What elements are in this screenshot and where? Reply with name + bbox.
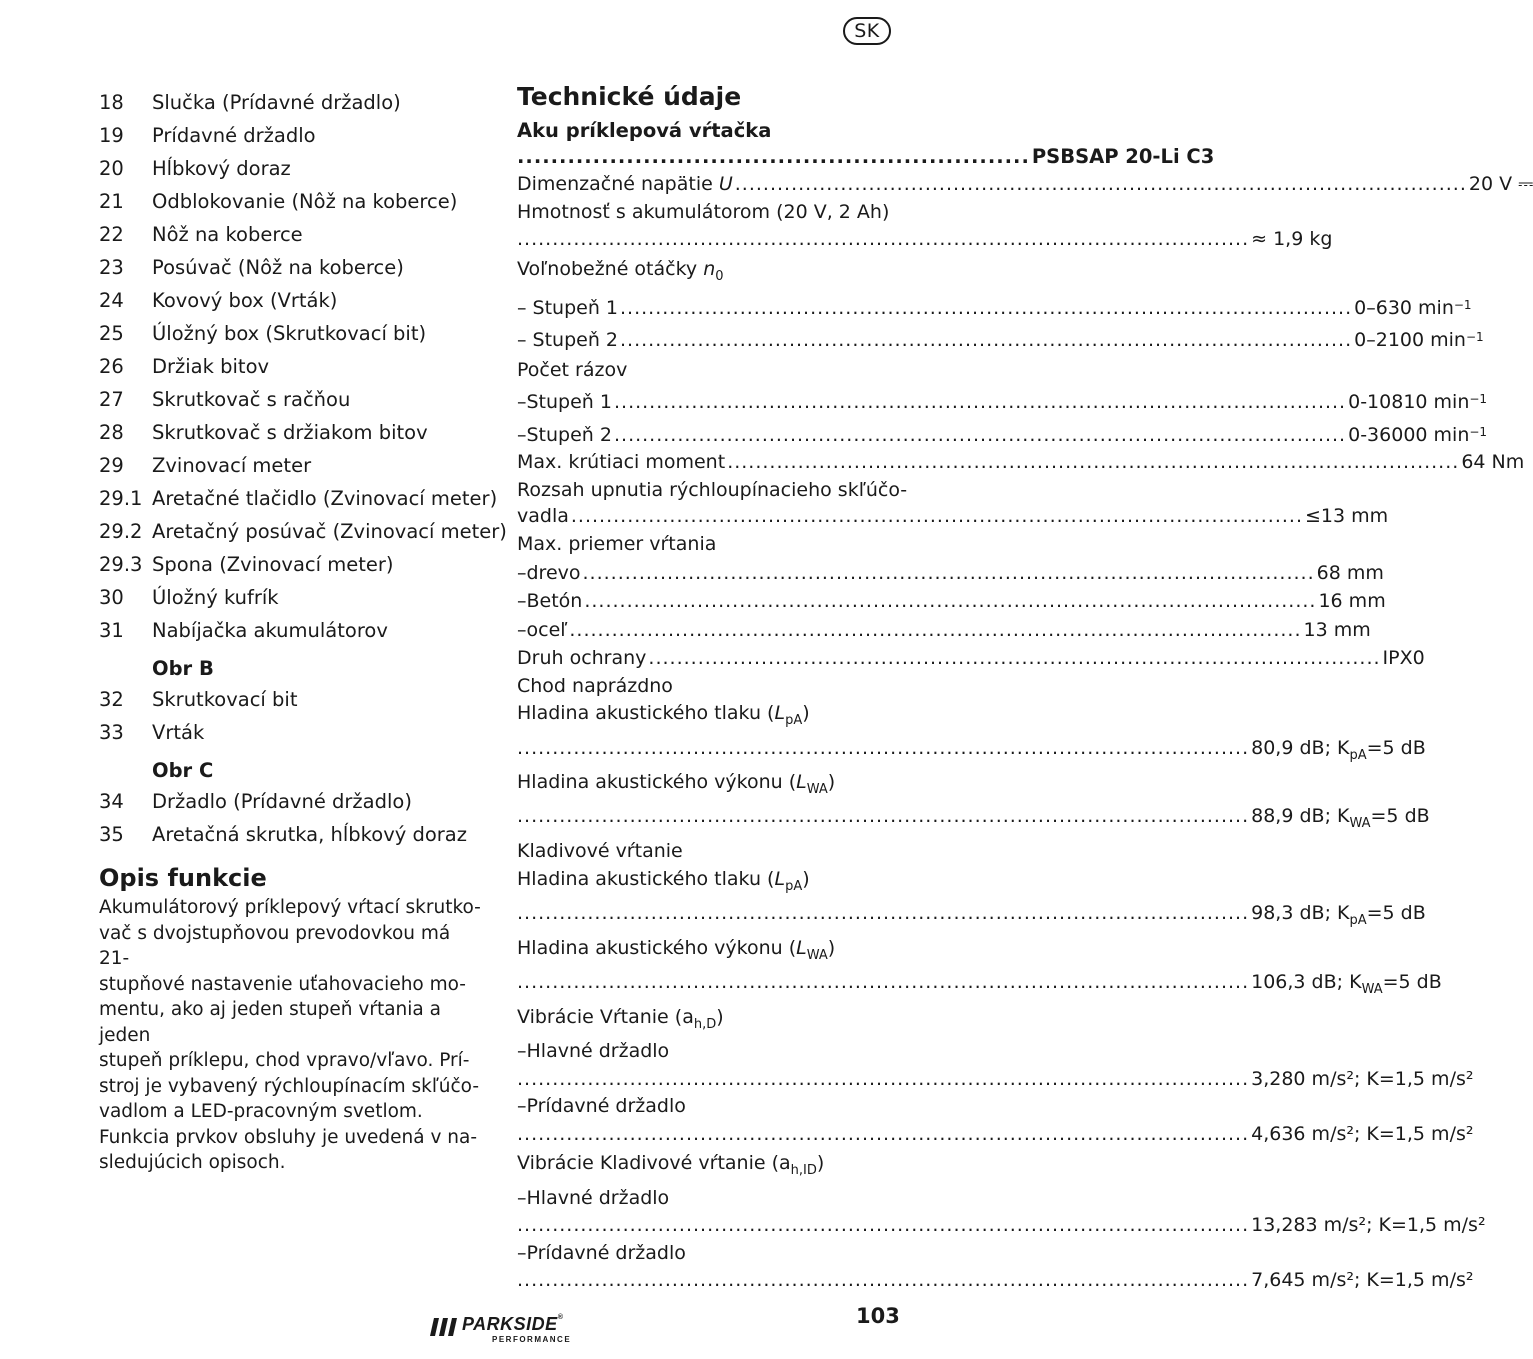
list-item (99, 482, 498, 515)
list-item (99, 86, 489, 119)
language-badge: SK (843, 17, 891, 45)
spec-label: Druh ochrany (517, 647, 647, 670)
item-number: 29.3 (99, 553, 143, 576)
spec-label: Vibrácie Kladivové vŕtanie $(a_{h,ID})$ (517, 1152, 825, 1179)
item-number: 33 (99, 721, 124, 744)
list-item (99, 716, 489, 749)
stripes-icon (430, 1318, 460, 1336)
spec-vib-hammer-aux (517, 1267, 1474, 1295)
spec-label: –drevo (517, 561, 581, 584)
spec-chuck (517, 504, 1389, 529)
leader-dots (614, 389, 1346, 417)
item-number: 18 (99, 91, 124, 114)
spec-value: 0–2100 min (1354, 329, 1466, 352)
item-number: 32 (99, 688, 124, 711)
item-label: Posúvač (Nôž na koberce) (152, 256, 404, 279)
spec-value: 13 mm (1303, 618, 1371, 641)
leader-dots (569, 617, 1301, 645)
speed-label: Voľnobežné otáčky (517, 257, 698, 280)
list-item (99, 614, 489, 647)
opis-line: stupňové nastavenie uťahovacieho mo- (99, 973, 466, 995)
leader-dots (648, 645, 1380, 673)
item-number: 23 (99, 256, 124, 279)
spec-vib-hammer-main (517, 1212, 1486, 1240)
spec-value: 0-10810 min (1348, 391, 1470, 414)
spec-drill-concrete (517, 588, 1386, 616)
spec-torque (517, 449, 1525, 477)
spec-speed-1 (517, 295, 1472, 323)
list-item (99, 785, 489, 818)
leader-dots (517, 969, 1249, 997)
list-item (99, 581, 489, 614)
spec-speed-2 (517, 327, 1484, 355)
section-title-opis: Opis funkcie (99, 864, 267, 892)
spec-value: 68 mm (1316, 561, 1384, 584)
spec-impacts-1 (517, 389, 1488, 417)
spec-label (517, 256, 898, 290)
item-label: Hĺbkový doraz (152, 157, 291, 180)
item-number: 31 (99, 619, 124, 642)
list-item (99, 152, 489, 185)
list-item (99, 683, 489, 716)
model-row (517, 143, 1215, 171)
leader-dots (517, 900, 1249, 928)
parts-list (99, 86, 507, 647)
spec-label: – Stupeň 2 (517, 329, 619, 352)
product-name: Aku príklepová vŕtačka (517, 119, 772, 142)
spec-label: Počet rázov (517, 358, 628, 381)
item-number: 22 (99, 223, 124, 246)
spec-label: –Hlavné držadlo (517, 1186, 670, 1209)
spec-value: 3,280 m/s²; K=1,5 m/s² (1251, 1067, 1474, 1090)
spec-label: –Stupeň 2 (517, 423, 612, 446)
symbol: L (774, 702, 786, 725)
item-number: 29 (99, 454, 124, 477)
spec-hammer-lpa: ..... 98,3 dB; $K_{pA}=5$ dB (517, 900, 898, 934)
item-label: Aretačná skrutka, hĺbkový doraz (152, 823, 467, 846)
brand-wordmark: PARKSIDE® (462, 1314, 564, 1334)
spec-value: 106,3 dB; K (1251, 970, 1362, 993)
spec-label: –Hlavné držadlo (517, 1040, 670, 1063)
item-number: 27 (99, 388, 124, 411)
item-number: 20 (99, 157, 124, 180)
item-label: Aretačné tlačidlo (Zvinovací meter) (152, 487, 498, 510)
symbol: n (703, 257, 716, 280)
item-number: 29.1 (99, 487, 143, 510)
spec-label: Hmotnosť s akumulátorom (20 V, 2 Ah) (517, 200, 890, 223)
opis-line: vadlom a LED-pracovným svetlom. (99, 1101, 423, 1122)
item-label: Odblokovanie (Nôž na koberce) (152, 190, 458, 213)
spec-value: IPX0 (1382, 647, 1425, 670)
item-number: 26 (99, 355, 124, 378)
spec-label: – Stupeň 1 (517, 296, 619, 319)
item-number: 34 (99, 790, 124, 813)
item-label: Slučka (Prídavné držadlo) (152, 91, 401, 114)
spec-value: 88,9 dB; K (1251, 805, 1350, 828)
item-label: Vrták (152, 721, 205, 744)
symbol-sub: 0 (715, 268, 724, 284)
leader-dots (620, 327, 1352, 355)
spec-label: Kladivové vŕtanie (517, 840, 683, 863)
item-number: 30 (99, 586, 124, 609)
spec-drill-steel (517, 617, 1371, 645)
opis-line: Akumulátorový príklepový vŕtací skrutko- (99, 897, 481, 918)
list-item (99, 383, 489, 416)
spec-label: Vibrácie Vŕtanie $(a_{h,D})$ (517, 1006, 724, 1032)
item-label: Nabíjačka akumulátorov (152, 619, 388, 642)
opis-line: stupeň príklepu, chod vpravo/vľavo. Prí- (99, 1050, 470, 1071)
leader-dots (583, 560, 1315, 588)
leader-dots (517, 735, 1249, 763)
list-item (99, 548, 489, 581)
spec-label: vadla (517, 505, 569, 528)
brand-logo (430, 1314, 580, 1348)
exponent: −1 (1469, 424, 1488, 439)
symbol: U (718, 173, 733, 195)
exponent: −1 (1465, 330, 1484, 345)
list-item (99, 185, 489, 218)
symbol: L (774, 867, 786, 890)
model-number: PSBSAP 20-Li C3 (1031, 145, 1215, 168)
item-number: 35 (99, 823, 124, 846)
spec-label: –Prídavné držadlo (517, 1241, 686, 1264)
exponent: −1 (1469, 392, 1488, 407)
spec-voltage (517, 171, 1533, 199)
list-item (99, 449, 489, 482)
leader-dots (571, 504, 1303, 529)
leader-dots (517, 803, 1249, 831)
spec-label: –Stupeň 1 (517, 391, 612, 414)
leader-dots (517, 1212, 1249, 1240)
opis-line: stroj je vybavený rýchloupínacím skľúčo- (99, 1075, 480, 1097)
spec-label: Max. krútiaci moment (517, 451, 726, 474)
leader-dots (517, 1121, 1249, 1149)
list-item (99, 416, 489, 449)
spec-value: 0-36000 min (1348, 423, 1470, 446)
spec-value: ≈ 1,9 kg (1251, 228, 1333, 250)
leader-dots: ............................................................. (517, 145, 1030, 168)
spec-value: 80,9 dB; K (1251, 736, 1350, 759)
obr-b-heading: Obr B (152, 657, 214, 680)
item-label: Kovový box (Vrták) (152, 289, 338, 312)
item-label: Zvinovací meter (152, 454, 312, 477)
opis-paragraph (99, 895, 484, 1176)
item-number: 25 (99, 322, 124, 345)
obr-c-heading: Obr C (152, 759, 214, 782)
spec-value: ≤13 mm (1305, 505, 1389, 528)
spec-value: 13,283 m/s²; K=1,5 m/s² (1251, 1214, 1486, 1237)
spec-label: Rozsah upnutia rýchloupínacieho skľúčo- (517, 478, 908, 501)
spec-value: 20 V ⎓ (1468, 173, 1533, 195)
item-label: Skrutkovací bit (152, 688, 298, 711)
spec-value: 0–630 min (1354, 296, 1454, 319)
list-item (99, 350, 489, 383)
item-label: Držadlo (Prídavné držadlo) (152, 790, 412, 813)
obr-b-list (99, 683, 489, 749)
section-title-tech: Technické údaje (517, 82, 742, 111)
item-number: 24 (99, 289, 124, 312)
spec-label: Max. priemer vŕtania (517, 533, 717, 556)
opis-line: vač s dvojstupňovou prevodovkou má 21- (99, 922, 451, 969)
spec-idle-lpa: ..... 80,9 dB; $K_{pA}=5$ dB (517, 735, 898, 769)
opis-line: Funkcia prvkov obsluhy je uvedená v na- (99, 1126, 478, 1148)
leader-dots (517, 1066, 1249, 1094)
spec-impacts-2 (517, 422, 1488, 450)
page-number: 103 (856, 1304, 900, 1328)
spec-value: 64 Nm (1461, 451, 1525, 474)
spec-label: –Betón (517, 590, 583, 613)
list-item (99, 818, 489, 851)
spec-idle-lwa: ..... 88,9 dB; $K_{WA}=5$ dB (517, 803, 898, 837)
item-number: 19 (99, 124, 124, 147)
item-label: Spona (Zvinovací meter) (152, 553, 394, 576)
item-label: Držiak bitov (152, 355, 270, 378)
leader-dots (727, 449, 1459, 477)
spec-label: –oceľ (517, 618, 568, 641)
item-label: Prídavné držadlo (152, 124, 316, 147)
spec-label: Chod naprázdno (517, 674, 673, 697)
leader-dots (620, 295, 1352, 323)
technical-data-column (517, 80, 1533, 1295)
spec-label: Hladina akustického tlaku $(L_{pA})$ (517, 867, 810, 894)
spec-value: 7,645 m/s²; K=1,5 m/s² (1251, 1269, 1474, 1292)
leader-dots (517, 1267, 1249, 1295)
list-item (99, 218, 489, 251)
item-label: Skrutkovač s držiakom bitov (152, 421, 428, 444)
spec-vib-drill-aux (517, 1121, 1474, 1149)
leader-dots (584, 588, 1316, 616)
symbol: L (796, 770, 807, 793)
symbol: L (796, 936, 807, 959)
item-label: Úložný kufrík (152, 586, 279, 609)
parts-list-column (99, 86, 507, 1176)
leader-dots (735, 171, 1467, 199)
spec-weight (517, 226, 1333, 254)
item-label: Úložný box (Skrutkovací bit) (152, 322, 427, 345)
leader-dots (614, 422, 1346, 450)
spec-label: Hladina akustického výkonu $(L_{WA})$ (517, 936, 836, 963)
list-item (99, 515, 507, 548)
item-label: Aretačný posúvač (Zvinovací meter) (152, 520, 507, 543)
item-number: 28 (99, 421, 124, 444)
spec-value: 98,3 dB; K (1251, 902, 1350, 925)
list-item (99, 119, 489, 152)
leader-dots (517, 226, 1249, 254)
spec-label: –Prídavné držadlo (517, 1095, 686, 1118)
list-item (99, 317, 489, 350)
spec-protection (517, 645, 1425, 673)
spec-hammer-lwa: ..... 106,3 dB; $K_{WA}=5$ dB (517, 969, 898, 1003)
item-number: 29.2 (99, 520, 143, 543)
spec-vib-drill-main (517, 1066, 1474, 1094)
spec-label: Dimenzačné napätie (517, 173, 713, 195)
opis-line: mentu, ako aj jeden stupeň vŕtania a jeden (99, 999, 441, 1046)
list-item (99, 284, 489, 317)
item-label: Skrutkovač s račňou (152, 388, 351, 411)
spec-drill-wood (517, 560, 1384, 588)
item-number: 21 (99, 190, 124, 213)
spec-label: Hladina akustického výkonu $(L_{WA})$ (517, 770, 836, 797)
obr-c-list (99, 785, 489, 851)
item-label: Nôž na koberce (152, 223, 303, 246)
exponent: −1 (1453, 297, 1472, 312)
spec-value: 16 mm (1318, 590, 1386, 613)
list-item (99, 251, 489, 284)
spec-label: Hladina akustického tlaku $(L_{pA})$ (517, 702, 810, 729)
opis-line: sledujúcich opisoch. (99, 1152, 286, 1173)
brand-subline: PERFORMANCE (492, 1335, 572, 1344)
spec-value: 4,636 m/s²; K=1,5 m/s² (1251, 1122, 1474, 1145)
